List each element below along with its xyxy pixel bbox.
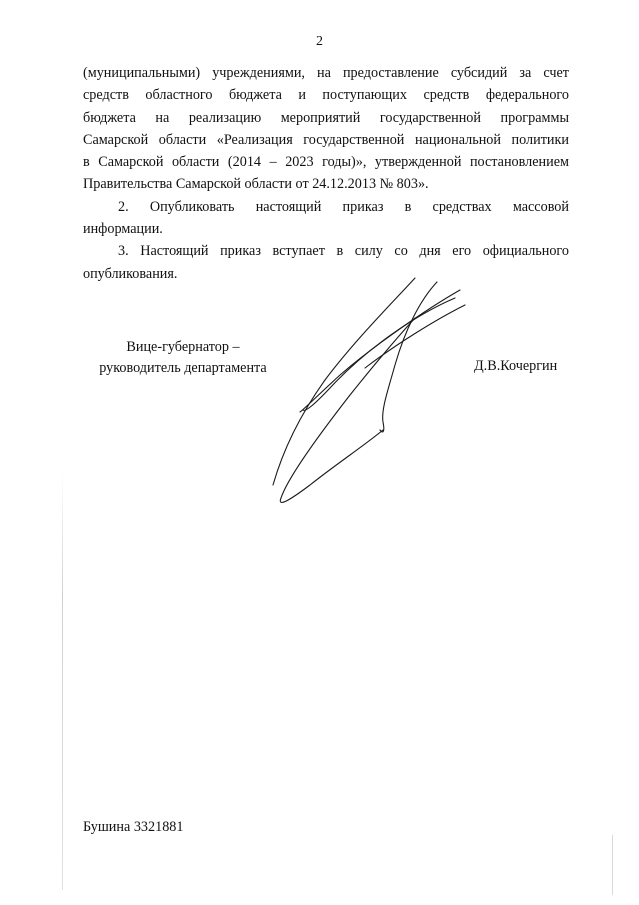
handwritten-signature bbox=[255, 270, 485, 520]
signature-stroke bbox=[380, 282, 437, 432]
signatory-position bbox=[83, 337, 283, 379]
paragraph-1 bbox=[83, 62, 569, 196]
text-line: Самарской области «Реализация государственной национальной политики bbox=[83, 131, 569, 148]
position-line: Вице-губернатор – bbox=[126, 339, 240, 355]
scan-edge-line bbox=[612, 835, 613, 895]
signature-stroke bbox=[273, 278, 415, 485]
signature-stroke bbox=[303, 298, 455, 410]
text-line: (муниципальными) учреждениями, на предоставление субсидий за счет bbox=[83, 65, 569, 81]
text-line: 2. Опубликовать настоящий приказ в средствах массовой bbox=[118, 198, 569, 215]
text-line: в Самарской области (2014 – 2023 годы)», утвержденной постановлением bbox=[83, 154, 569, 171]
page-number: 2 bbox=[316, 34, 323, 49]
text-line: 3. Настоящий приказ вступает в силу со дня его официального bbox=[118, 243, 569, 260]
document-body bbox=[83, 62, 569, 285]
executor-note: Бушина 3321881 bbox=[83, 819, 184, 835]
text-line: информации. bbox=[83, 221, 163, 238]
text-line: средств областного бюджета и поступающих средств федерального bbox=[83, 87, 569, 104]
text-line: Правительства Самарской области от 24.12.2013 № 803». bbox=[83, 176, 429, 193]
signatory-name: Д.В.Кочергин bbox=[474, 358, 558, 374]
signature-stroke bbox=[280, 318, 415, 502]
scan-edge-line bbox=[62, 470, 63, 890]
text-line: бюджета на реализацию мероприятий государственной программы bbox=[83, 109, 569, 126]
paragraph-2 bbox=[83, 196, 569, 241]
text-line: опубликования. bbox=[83, 265, 178, 282]
position-line: руководитель департамента bbox=[99, 360, 267, 376]
